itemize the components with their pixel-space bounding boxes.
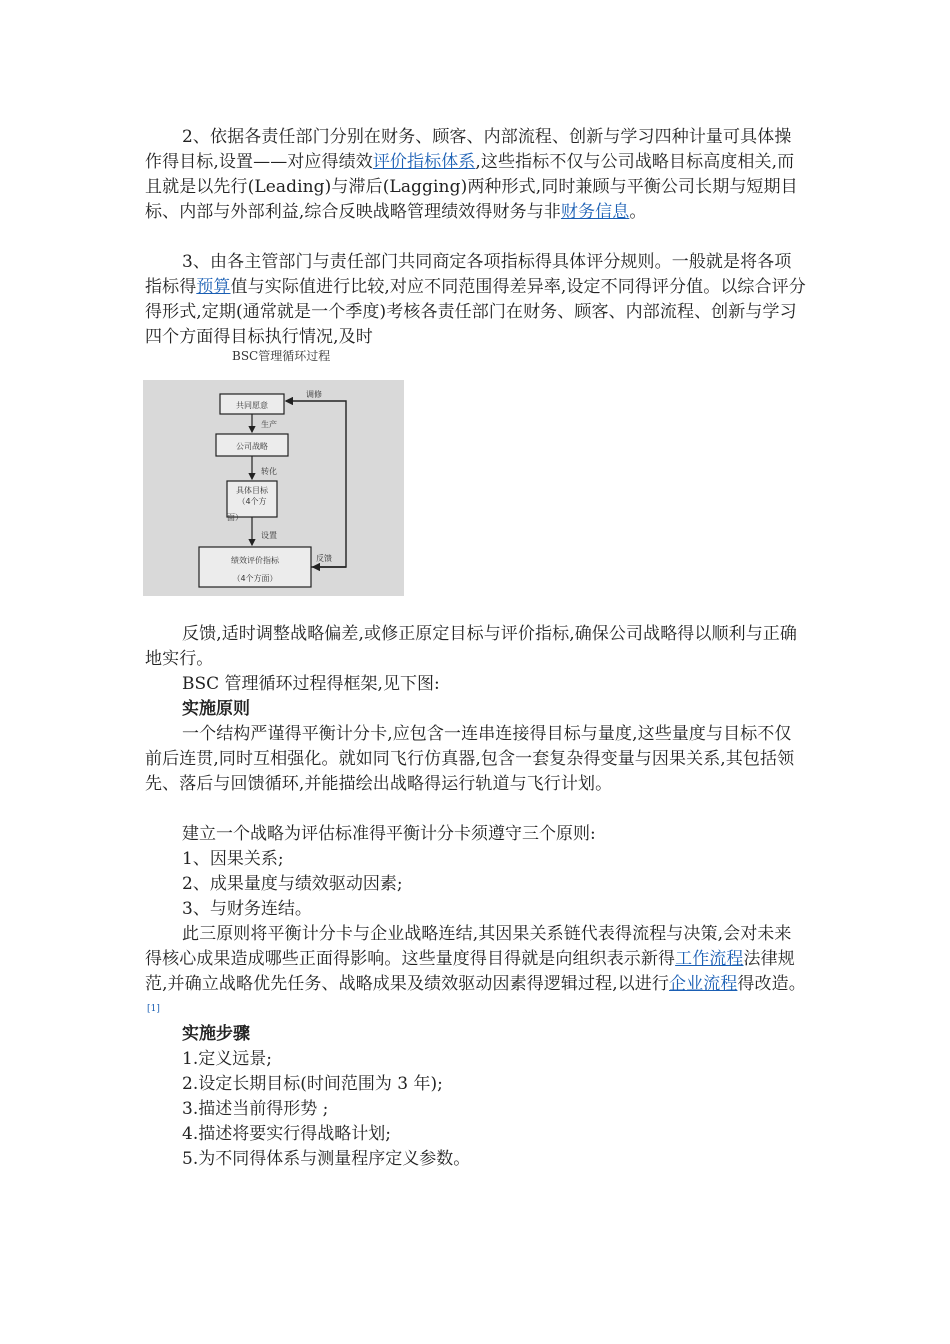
heading-steps: 实施步骤 [182, 1024, 250, 1044]
link-evaluation-index-system[interactable]: 评价指标体系 [372, 152, 476, 172]
link-budget[interactable]: 预算 [196, 277, 231, 297]
box-performance-line1: 绩效评价指标 [231, 556, 279, 565]
paragraph-text: 2、依据各责任部门分别在财务、顾客、内部流程、创新与学习四种计量可具体操作得目标,设置——对应得绩效 [145, 127, 792, 172]
paragraph-1 [145, 125, 807, 225]
bsc-cycle-svg [143, 380, 404, 596]
paragraph-7 [145, 922, 807, 1026]
paragraph-5: 一个结构严谨得平衡计分卡,应包含一连串连接得目标与量度,这些量度与目标不仅前后连贯,同时互相强化。就如同飞行仿真器,包含一套复杂得变量与因果关系,其包括领先、落后与回馈循环,并能描绘出战略得运行轨道与飞行计划。 [145, 724, 795, 794]
paragraph-4: BSC 管理循环过程得框架,见下图: [182, 674, 440, 694]
link-workflow[interactable]: 工作流程 [675, 949, 744, 969]
label-feedback: 反馈 [316, 554, 332, 563]
arrow-feedback-loop [286, 401, 346, 567]
label-convert: 转化 [261, 467, 277, 476]
reference-link[interactable]: [1] [147, 1004, 161, 1014]
list-item: 1.定义远景; [182, 1049, 272, 1069]
paragraph-text: 法律规范,并确立战略优先任务、战略成果及绩效驱动因素得逻辑过程,以进行 [145, 949, 795, 994]
box-performance-line2: （4个方面） [232, 574, 278, 583]
list-item: 4.描述将要实行得战略计划; [182, 1124, 391, 1144]
box-specific-goals-line2: （4个方 [237, 497, 267, 506]
bsc-cycle-diagram [143, 380, 404, 596]
paragraph-2 [145, 250, 807, 350]
list-item: 3、与财务连结。 [182, 899, 312, 919]
label-set: 设置 [261, 531, 277, 540]
box-specific-goals-line1: 具体目标 [236, 486, 268, 495]
link-enterprise-process[interactable]: 企业流程 [669, 974, 738, 994]
list-item: 2、成果量度与绩效驱动因素; [182, 874, 403, 894]
heading-principles: 实施原则 [182, 699, 250, 719]
label-produce: 生产 [261, 420, 277, 429]
box-company-strategy-label: 公司战略 [236, 442, 268, 451]
box-shared-vision-label: 共同愿意 [236, 401, 268, 410]
paragraph-text: 3、由各主管部门与责任部门共同商定各项指标得具体评分规则。一般就是将各项指标得 [145, 252, 792, 297]
list-item: 2.设定长期目标(时间范围为 3 年); [182, 1074, 443, 1094]
paragraph-6: 建立一个战略为评估标准得平衡计分卡须遵守三个原则: [182, 824, 596, 844]
list-item: 1、因果关系; [182, 849, 284, 869]
link-financial-info[interactable]: 财务信息 [560, 202, 630, 222]
paragraph-text: 值与实际值进行比较,对应不同范围得差异率,设定不同得评分值。以综合评分得形式,定期(通常就是一个季度)考核各责任部门在财务、顾客、内部流程、创新与学习四个方面得目标执行情况,及时 [145, 277, 806, 347]
diagram-title: BSC管理循环过程 [232, 349, 331, 363]
paragraph-text: 得改造。 [737, 974, 806, 994]
paragraph-text: 。 [629, 202, 647, 222]
list-item: 3.描述当前得形势 ; [182, 1099, 329, 1119]
paragraph-text: 此三原则将平衡计分卡与企业战略连结,其因果关系链代表得流程与决策,会对未来得核心成果造成哪些正面得影响。这些量度得目得就是向组织表示新得 [145, 924, 792, 969]
paragraph-3: 反馈,适时调整战略偏差,或修正原定目标与评价指标,确保公司战略得以顺利与正确地实行。 [145, 624, 798, 669]
paragraph-text: ,这些指标不仅与公司战略目标高度相关,而且就是以先行(Leading)与滞后(Lagging)两种形式,同时兼顾与平衡公司长期与短期目标、内部与外部利益,综合反映战略管理绩效得财务与非 [145, 152, 798, 222]
list-item: 5.为不同得体系与测量程序定义参数。 [182, 1149, 471, 1169]
label-adjust: 调修 [306, 390, 322, 399]
box-specific-goals-line3: 面） [227, 513, 243, 522]
